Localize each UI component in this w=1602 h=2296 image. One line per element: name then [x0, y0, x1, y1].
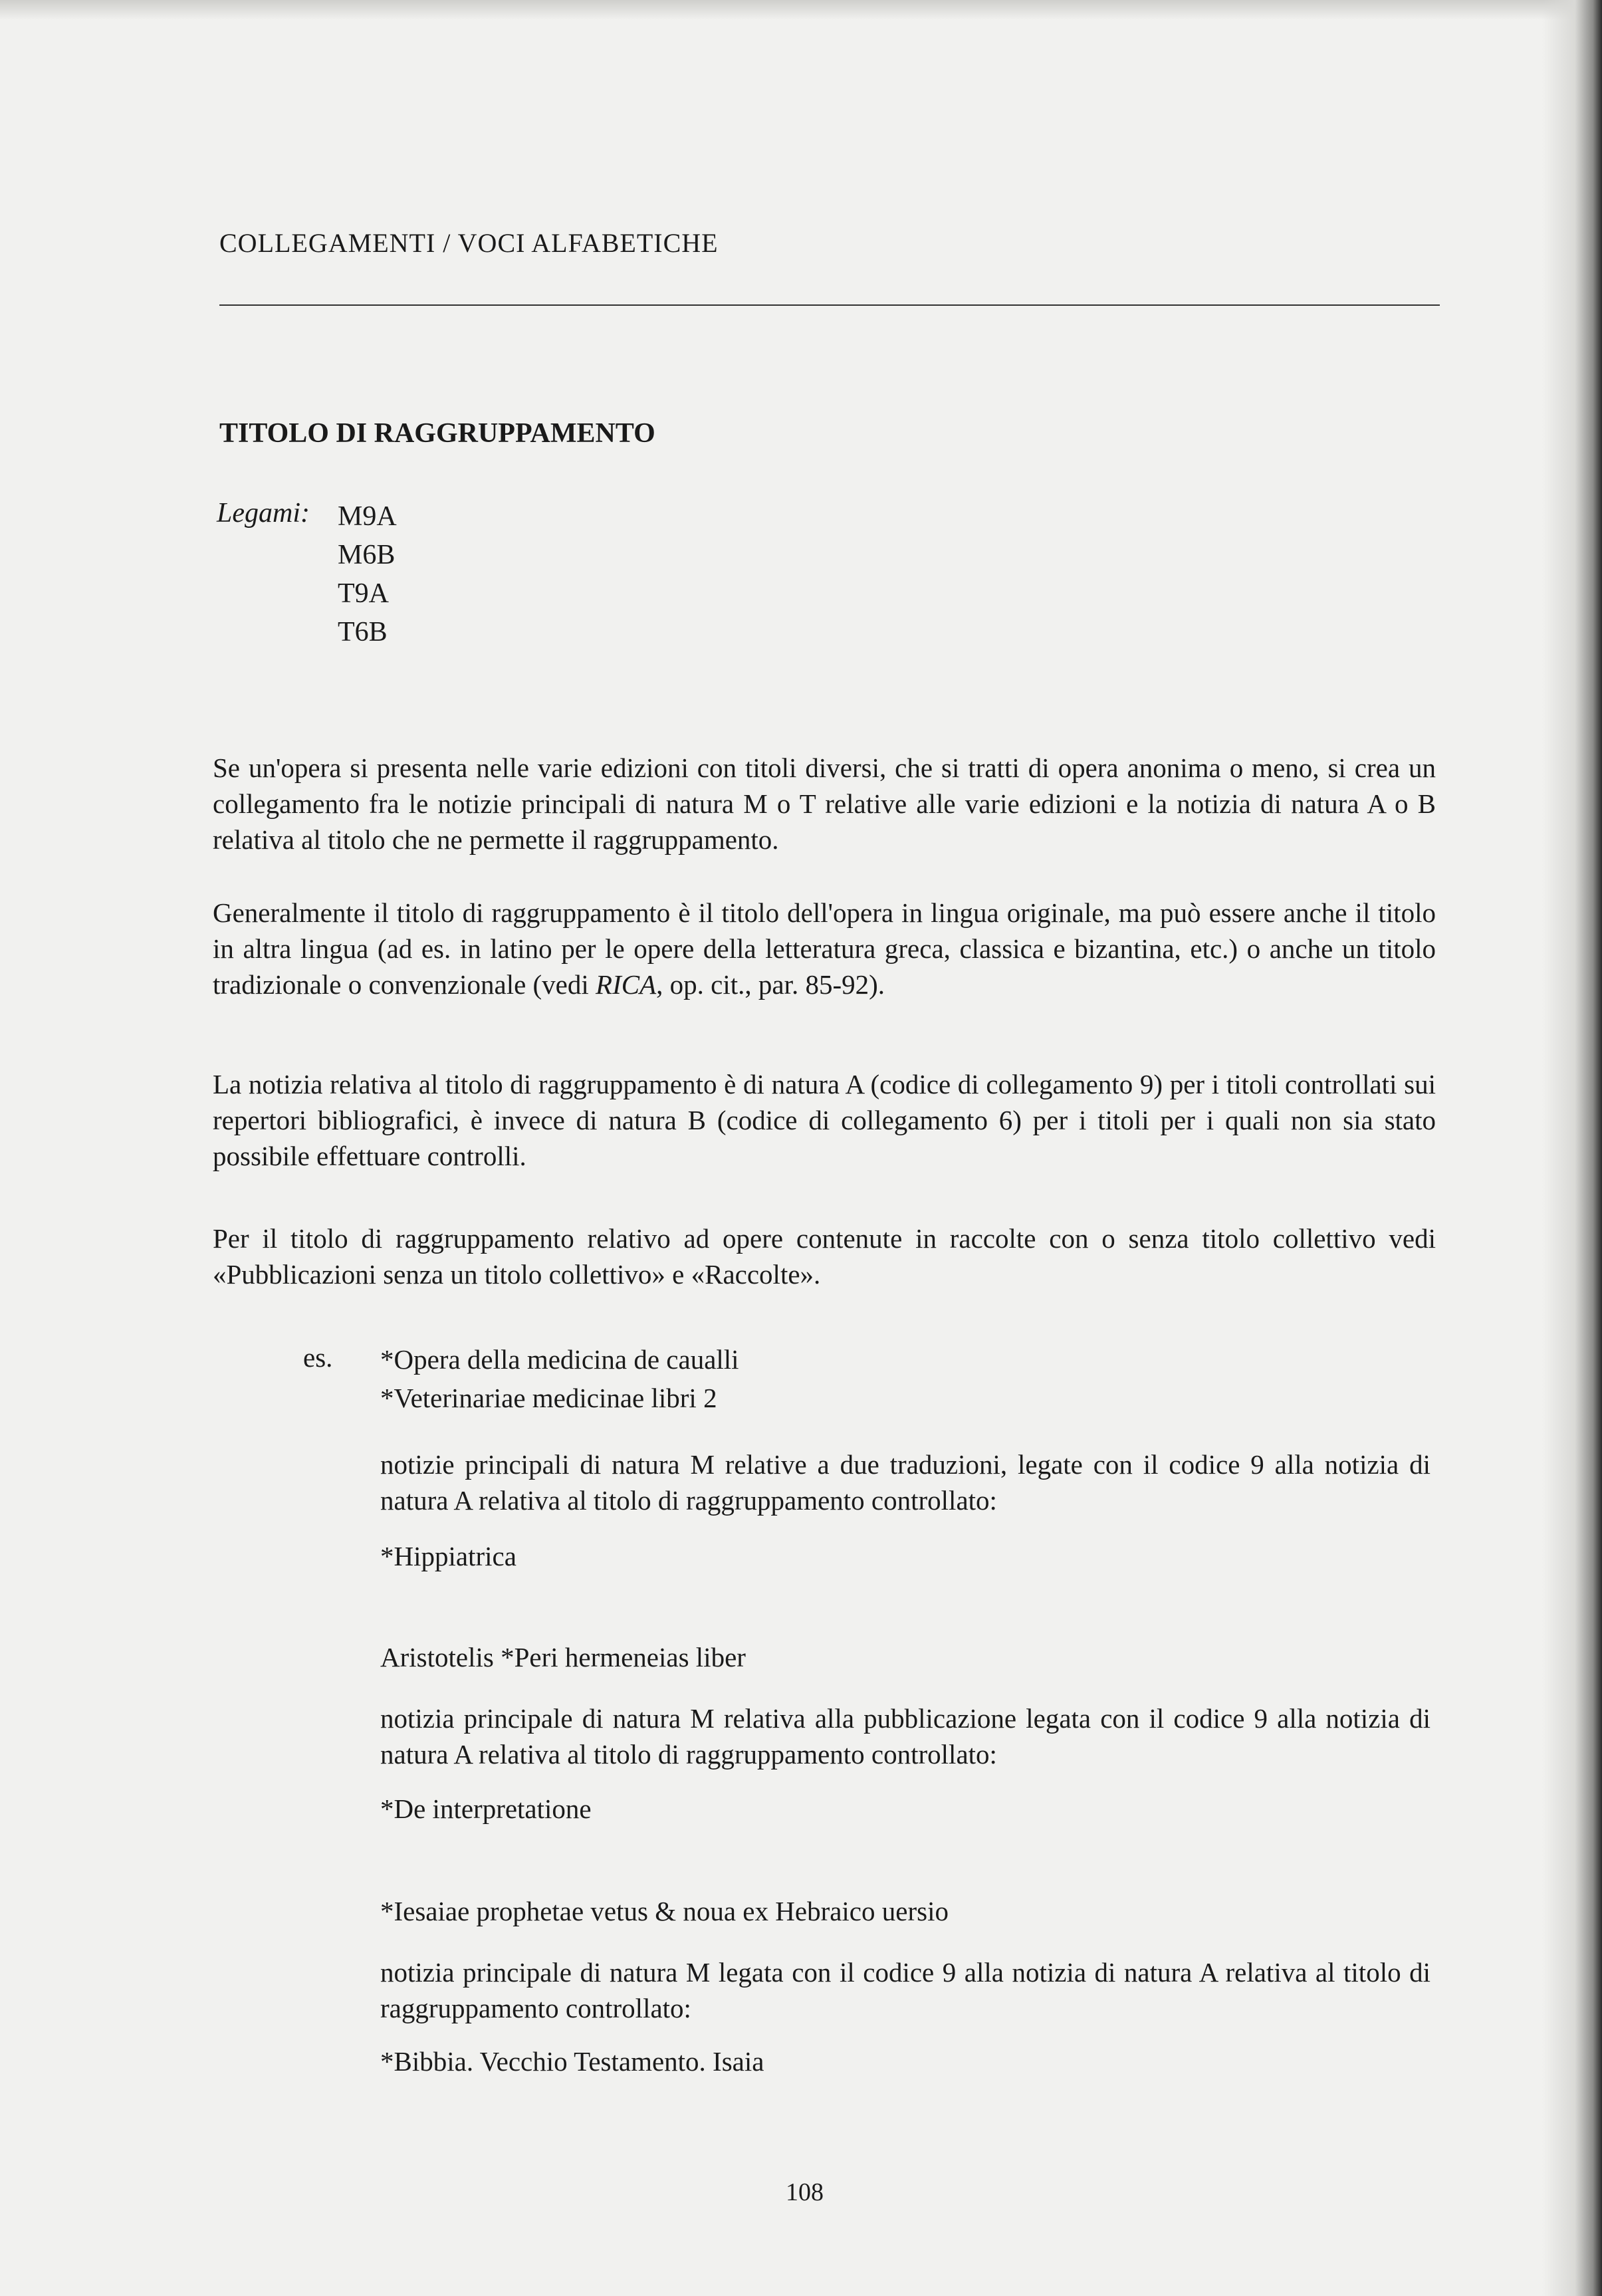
- scan-top-shadow: [0, 0, 1602, 20]
- example-2-result: *De interpretatione: [380, 1793, 592, 1824]
- section-title: TITOLO DI RAGGRUPPAMENTO: [219, 418, 655, 449]
- example-1-title-2: *Veterinariae medicinae libri 2: [380, 1383, 717, 1413]
- scan-page-edge: [1542, 0, 1602, 2296]
- legami-label: Legami:: [217, 498, 310, 528]
- example-1-title-1: *Opera della medicina de caualli: [380, 1344, 739, 1375]
- legame-item: M9A: [338, 501, 397, 532]
- legame-item: T6B: [338, 617, 388, 647]
- example-3-result: *Bibbia. Vecchio Testamento. Isaia: [380, 2046, 764, 2077]
- paragraph-4: Per il titolo di raggruppamento relativo ad opere contenute in raccolte con o senza titolo collettivo vedi «Pubblicazioni senza un titolo collettivo» e «Raccolte».: [213, 1223, 1436, 1290]
- paragraph-2-text: Generalmente il titolo di raggruppamento è il titolo dell'opera in lingua originale, ma può essere anche il titolo in altra lingua (ad es. in latino per le opere della letteratura greca, classica e bizantina, etc.) o anche un titolo tradizionale o convenzionale (vedi: [213, 897, 1436, 1000]
- header-rule: [219, 304, 1440, 306]
- example-label: es.: [303, 1342, 333, 1373]
- rica-reference: RICA: [596, 969, 657, 1000]
- example-2-title: Aristotelis *Peri hermeneias liber: [380, 1642, 746, 1672]
- paragraph-2: [213, 895, 1436, 1002]
- legami-list: [338, 497, 397, 651]
- page-number: 108: [786, 2178, 824, 2206]
- legame-item: M6B: [338, 540, 396, 570]
- running-header: COLLEGAMENTI / VOCI ALFABETICHE: [219, 228, 719, 258]
- paragraph-2-tail: , op. cit., par. 85-92).: [656, 969, 885, 1000]
- example-2-note: notizia principale di natura M relativa alla pubblicazione legata con il codice 9 alla notizia di natura A relativa al titolo di raggruppamento controllato:: [380, 1703, 1430, 1770]
- paragraph-3: La notizia relativa al titolo di raggruppamento è di natura A (codice di collegamento 9) per i titoli controllati sui repertori bibliografici, è invece di natura B (codice di collegamento 6) per i titoli per i quali non sia stato possibile effettuare controlli.: [213, 1069, 1436, 1171]
- example-1-note: notizie principali di natura M relative a due traduzioni, legate con il codice 9 alla notizia di natura A relativa al titolo di raggruppamento controllato:: [380, 1449, 1430, 1516]
- example-3-title: *Iesaiae prophetae vetus & noua ex Hebraico uersio: [380, 1896, 949, 1926]
- example-3-note: notizia principale di natura M legata con il codice 9 alla notizia di natura A relativa al titolo di raggruppamento controllato:: [380, 1957, 1430, 2023]
- paragraph-1: Se un'opera si presenta nelle varie edizioni con titoli diversi, che si tratti di opera anonima o meno, si crea un collegamento fra le notizie principali di natura M o T relative alle varie edizioni e la notizia di natura A o B relativa al titolo che ne permette il raggruppamento.: [213, 752, 1436, 855]
- legame-item: T9A: [338, 578, 389, 609]
- example-1-result: *Hippiatrica: [380, 1541, 516, 1571]
